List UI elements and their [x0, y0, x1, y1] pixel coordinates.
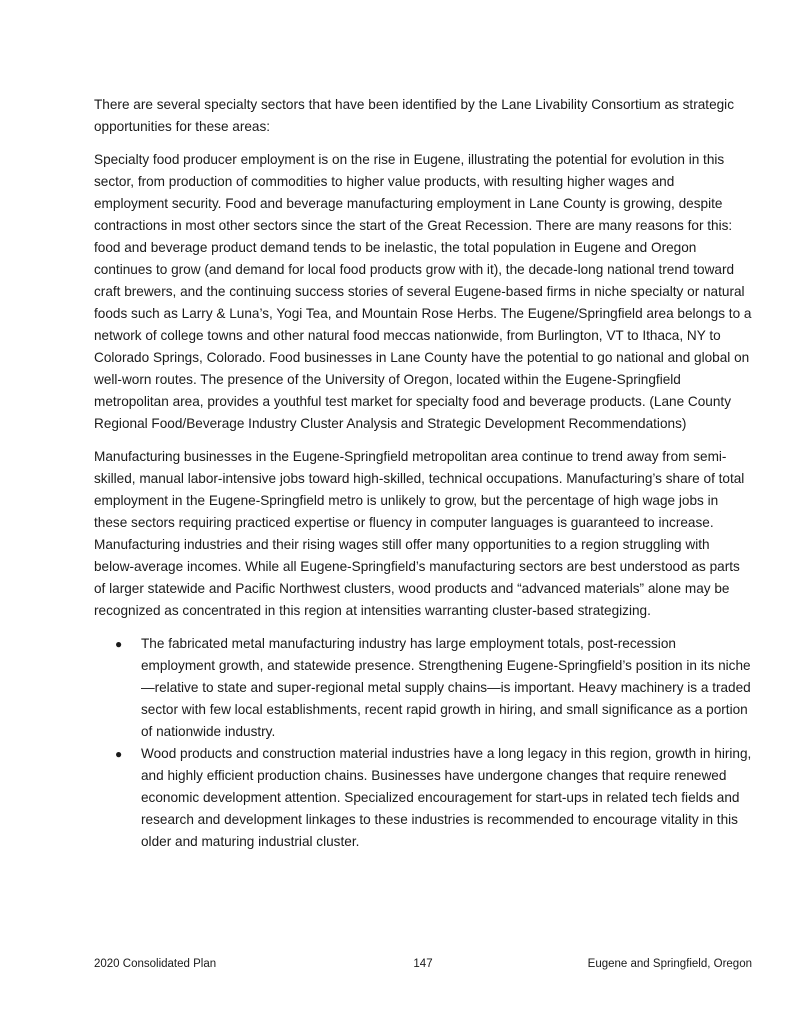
list-item — [94, 633, 752, 743]
document-body — [94, 94, 752, 853]
specialty-food-paragraph: Specialty food producer employment is on the rise in Eugene, illustrating the potential for evolution in this sector, from production of commodities to higher value products, with resulting higher wages and employment security. Food and beverage manufacturing employment in Lane County is growing, despite contractions in most other sectors since the start of the Great Recession. There are many reasons for this: food and beverage product demand tends to be inelastic, the total population in Eugene and Oregon continues to grow (and demand for local food products grow with it), the decade-long national trend toward craft brewers, and the continuing success stories of several Eugene-based firms in niche specialty or natural foods such as Larry & Luna’s, Yogi Tea, and Mountain Rose Herbs. The Eugene/Springfield area belongs to a network of college towns and other natural food meccas nationwide, from Burlington, VT to Ithaca, NY to Colorado Springs, Colorado. Food businesses in Lane County have the potential to go national and global on well-worn routes. The presence of the University of Oregon, located within the Eugene-Springfield metropolitan area, provides a youthful test market for specialty food and beverage products. (Lane County Regional Food/Beverage Industry Cluster Analysis and Strategic Development Recommendations) — [94, 152, 752, 431]
bullet-text: The fabricated metal manufacturing industry has large employment totals, post-recession employment growth, and statewide presence. Strengthening Eugene-Springfield’s position in its niche—relative to state and super-regional metal supply chains—is important. Heavy machinery is a traded sector with few local establishments, recent rapid growth in hiring, and small significance as a portion of nationwide industry. — [141, 636, 751, 739]
page-footer — [94, 958, 752, 976]
bullet-icon: ● — [115, 637, 123, 651]
manufacturing-paragraph: Manufacturing businesses in the Eugene-Springfield metropolitan area continue to trend away from semi-skilled, manual labor-intensive jobs toward high-skilled, technical occupations. Manufacturing’s share of total employment in the Eugene-Springfield metro is unlikely to grow, but the percentage of high wage jobs in these sectors requiring practiced expertise or fluency in computer languages is guaranteed to increase. Manufacturing industries and their rising wages still offer many opportunities to a region struggling with below-average incomes. While all Eugene-Springfield’s manufacturing sectors are best understood as parts of larger statewide and Pacific Northwest clusters, wood products and “advanced materials” alone may be recognized as concentrated in this region at intensities warranting cluster-based strategizing. — [94, 449, 745, 618]
footer-document-title: 2020 Consolidated Plan — [94, 958, 217, 970]
footer-page-number: 147 — [413, 958, 433, 970]
footer-location: Eugene and Springfield, Oregon — [587, 958, 752, 970]
intro-paragraph: There are several specialty sectors that have been identified by the Lane Livability Consortium as strategic opportunities for these areas: — [94, 97, 735, 134]
bullet-list — [94, 633, 752, 853]
bullet-text: Wood products and construction material industries have a long legacy in this region, growth in hiring, and highly efficient production chains. Businesses have undergone changes that require renewed economic development attention. Specialized encouragement for start-ups in related tech fields and research and development linkages to these industries is recommended to encourage vitality in this older and maturing industrial cluster. — [141, 746, 752, 849]
bullet-icon: ● — [115, 747, 123, 761]
list-item — [94, 743, 752, 853]
